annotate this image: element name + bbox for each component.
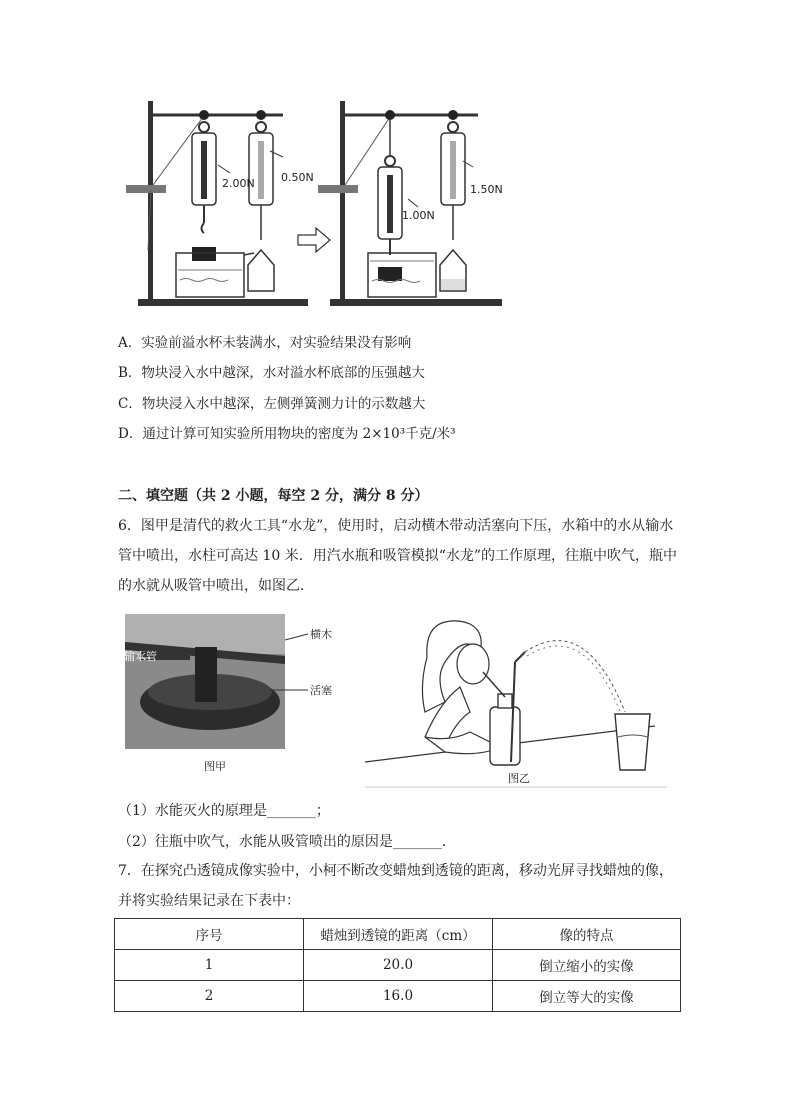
table-cell: 16.0 <box>304 981 493 1012</box>
right-base <box>330 299 502 306</box>
right-reading-after: 1.50N <box>470 183 503 196</box>
figure-b <box>365 612 667 788</box>
question-6-sub2: （2）往瓶中吹气，水能从吸管喷出的原因是_______． <box>118 834 456 850</box>
arrow-icon <box>298 228 330 252</box>
label-pipe: 输水管 <box>124 650 157 663</box>
table-header-row <box>115 919 681 950</box>
left-block <box>192 247 216 261</box>
question-6-sub1: （1）水能灭火的原理是_______； <box>118 803 330 819</box>
section-heading: 二、填空题（共 2 小题，每空 2 分，满分 8 分） <box>118 488 429 504</box>
left-clamp <box>126 185 166 193</box>
table-cell: 1 <box>115 950 304 981</box>
glass-shape <box>615 714 650 770</box>
option-a: A．实验前溢水杯未装满水，对实验结果没有影响 <box>118 335 412 351</box>
caption-figure-a: 图甲 <box>204 760 226 773</box>
label-piston: 活塞 <box>310 684 332 697</box>
option-b: B．物块浸入水中越深，水对溢水杯底部的压强越大 <box>118 365 425 381</box>
figure-a <box>120 612 360 782</box>
experiment-figure <box>118 95 508 325</box>
table-cell: 倒立缩小的实像 <box>493 950 681 981</box>
left-base <box>138 299 308 306</box>
table-row <box>115 950 681 981</box>
left-reading-after: 1.00N <box>402 209 435 222</box>
table-header-cell: 序号 <box>115 919 304 950</box>
option-d: D．通过计算可知实验所用物块的密度为 2×10³千克/米³ <box>118 426 456 442</box>
table-cell: 2 <box>115 981 304 1012</box>
label-beam: 横木 <box>310 628 332 641</box>
table-cell: 倒立等大的实像 <box>493 981 681 1012</box>
table-cell: 20.0 <box>304 950 493 981</box>
question-6-text: 6．图甲是清代的救火工具“水龙”，使用时，启动横木带动活塞向下压，水箱中的水从输水管中喷出，水柱可高达 10 米．用汽水瓶和吸管模拟“水龙”的工作原理，往瓶中吹气，瓶中的水就从吸管中喷出，如图乙． <box>118 518 678 594</box>
small-bucket <box>248 250 274 291</box>
pipe-shape <box>195 647 217 702</box>
question-7-text: 7．在探究凸透镜成像实验中，小柯不断改变蜡烛到透镜的距离，移动光屏寻找蜡烛的像，并将实验结果记录在下表中： <box>118 863 673 909</box>
table-row <box>115 981 681 1012</box>
girl-face <box>457 644 489 684</box>
lens-results-table <box>114 918 681 1012</box>
left-reading: 2.00N <box>222 177 255 190</box>
table-header-cell: 蜡烛到透镜的距离（cm） <box>304 919 493 950</box>
right-reading: 0.50N <box>281 171 314 184</box>
option-c: C．物块浸入水中越深，左侧弹簧测力计的示数越大 <box>118 396 426 412</box>
caption-figure-b: 图乙 <box>508 772 530 785</box>
water-jet <box>525 641 625 712</box>
right-stand-pole <box>340 101 345 301</box>
bottle-shape <box>490 707 520 765</box>
table-header-cell: 像的特点 <box>493 919 681 950</box>
